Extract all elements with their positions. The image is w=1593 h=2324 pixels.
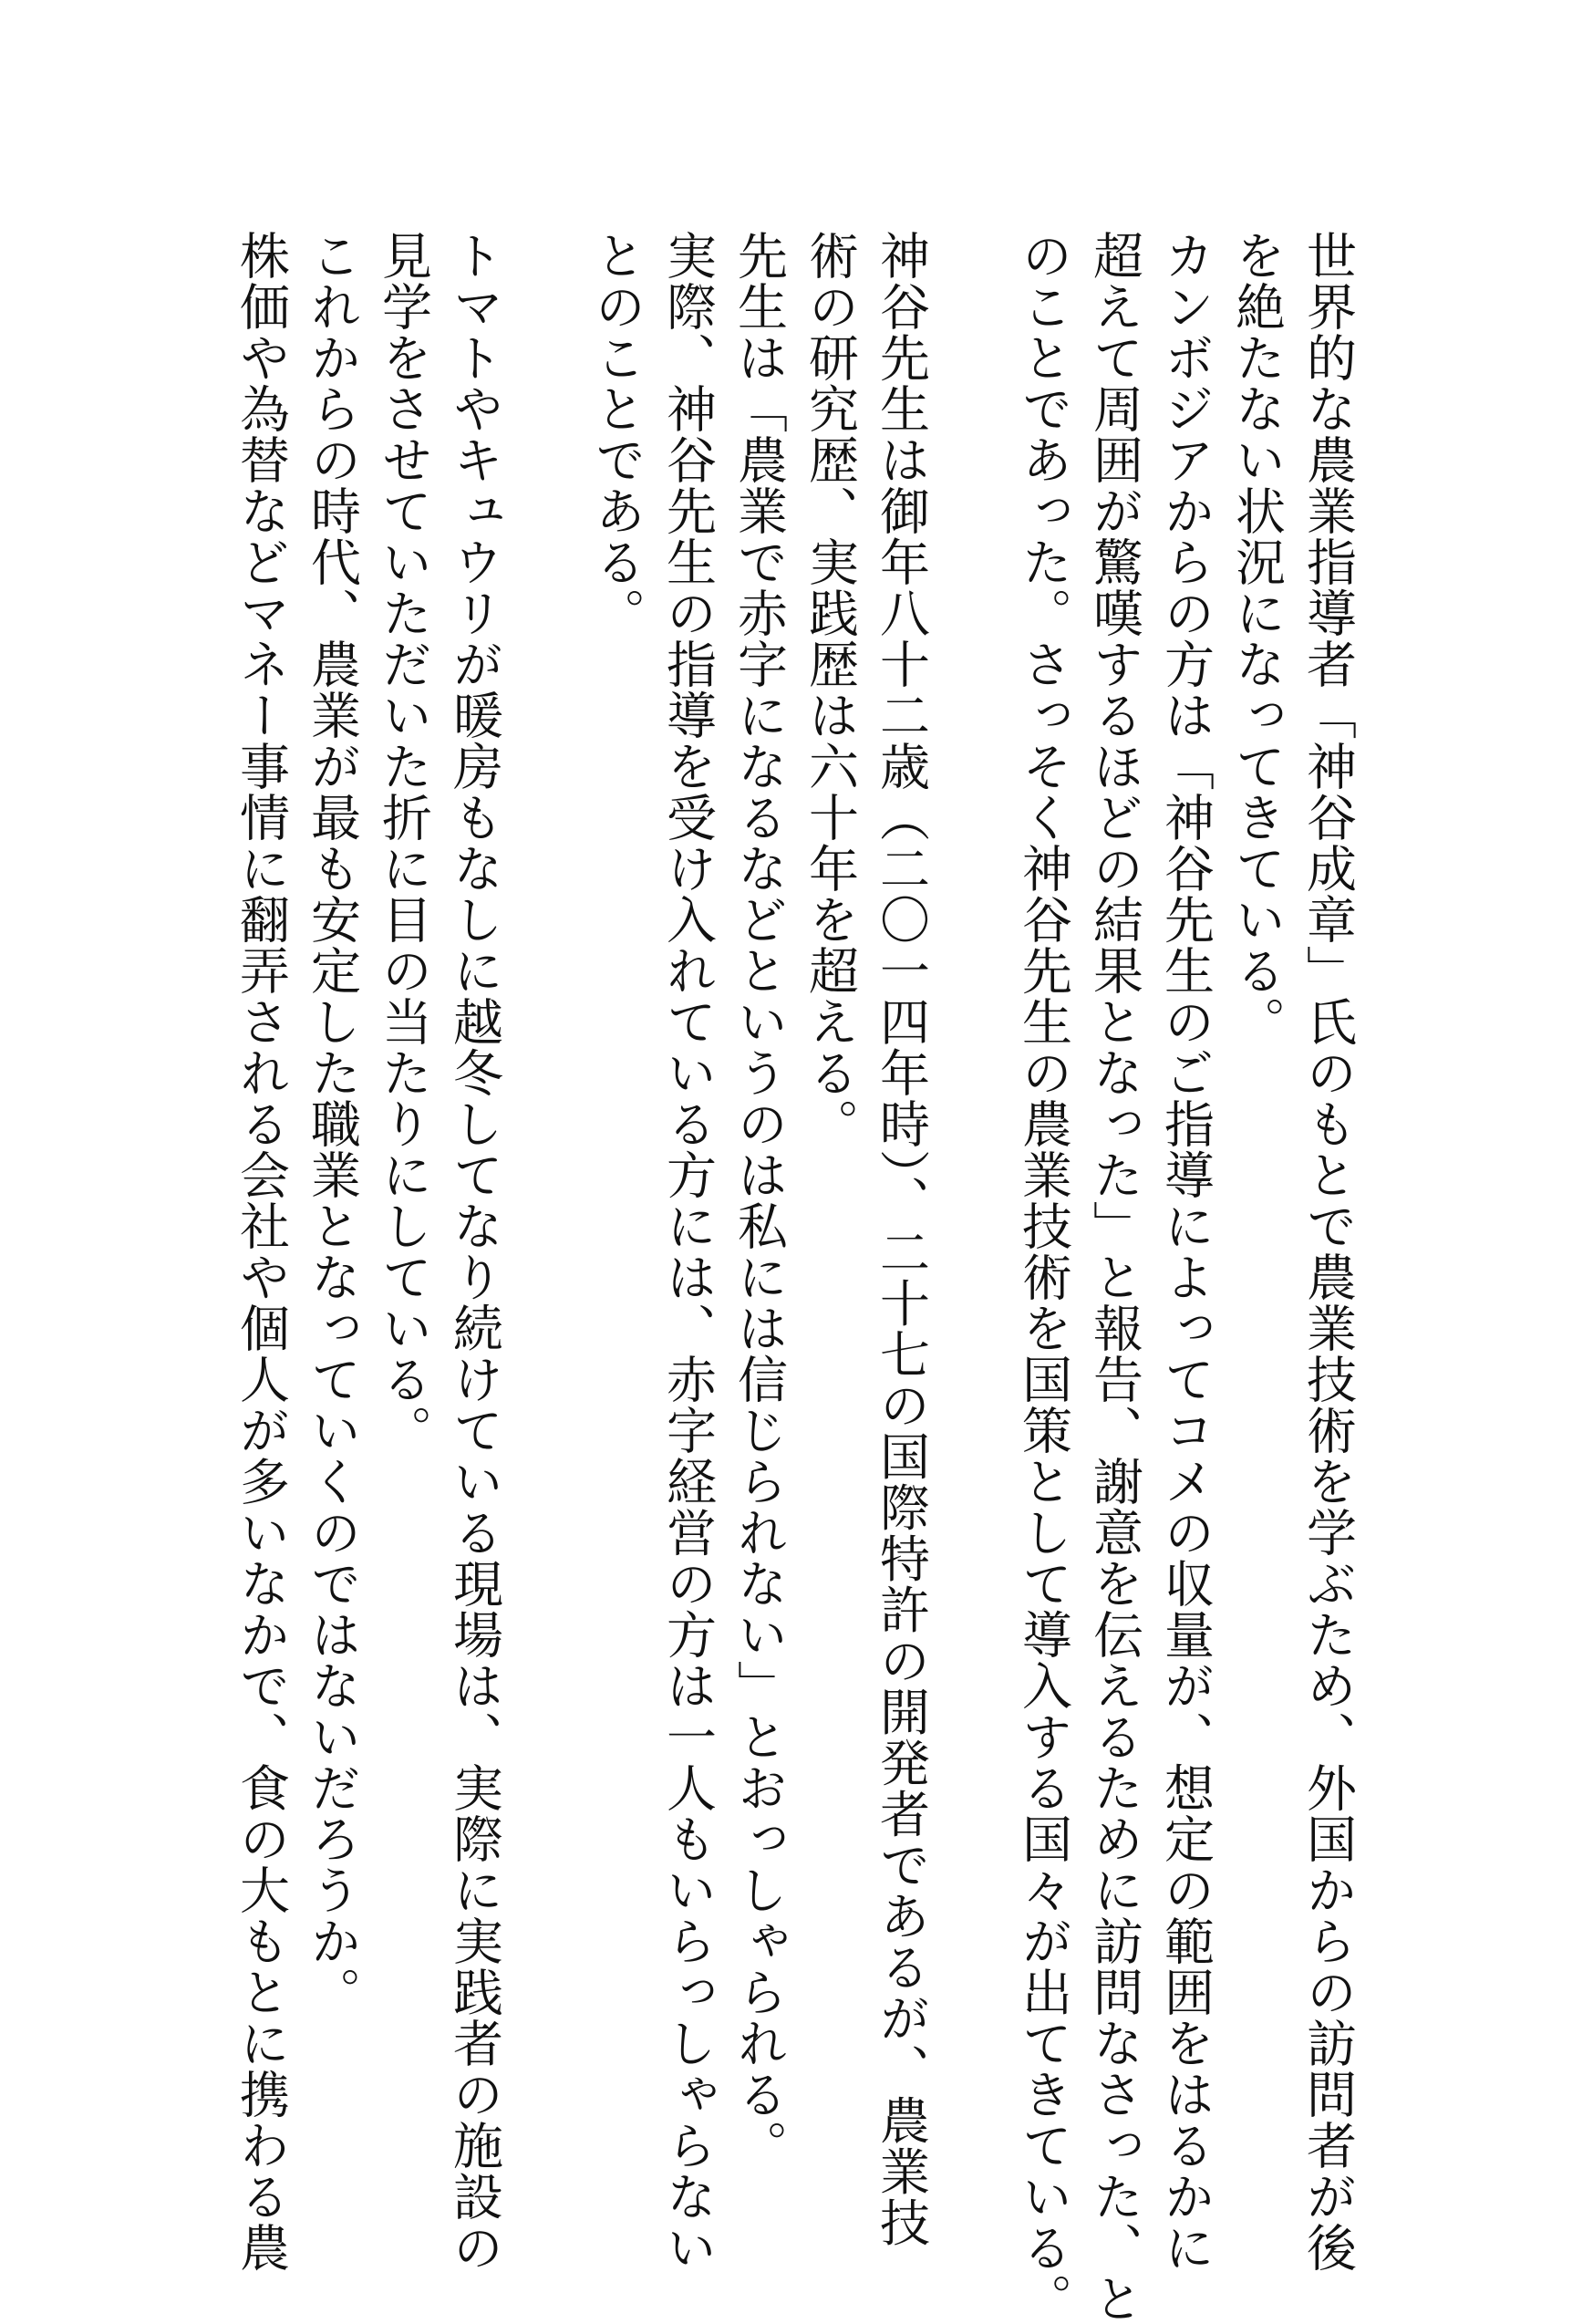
text-line: 超えて周囲が驚嘆するほどの結果となった」と報告、謝意を伝えるために訪問なさった、と [1085, 230, 1143, 2324]
text-line: を絶たない状況になってきている。 [1227, 230, 1286, 1047]
text-line: 術の研究歴、実践歴は六十年を超える。 [801, 230, 859, 1149]
paragraph-gap [510, 230, 581, 2063]
text-line: のことであった。さっそく神谷先生の農業技術を国策として導入する国々が出てきている。 [1014, 230, 1072, 2324]
text-line: 神谷先生は御年八十二歳（二〇一四年時）、二十七の国際特許の開発者であるが、農業技 [872, 230, 930, 2248]
vertical-text-body [225, 230, 1363, 2324]
text-line: 先生は「農業で赤字になるなどというのは私には信じられない」とおっしゃられる。 [729, 230, 788, 2171]
text-line: 世界的な農業指導者「神谷成章」氏のもとで農業技術を学ぶため、外国からの訪問者が後 [1298, 230, 1357, 2273]
text-line: 見学をさせていただいた折に目の当たりにしている。 [374, 230, 432, 1456]
paragraph-gap [936, 230, 1008, 2063]
text-line: これからの時代、農業が最も安定した職業となっていくのではないだろうか。 [303, 230, 361, 2018]
text-line: とのことである。 [587, 230, 646, 638]
text-line: 実際、神谷先生の指導を受け入れている方には、赤字経営の方は一人もいらっしゃらない [658, 230, 717, 2273]
text-line: トマトやキュウリが暖房もなしに越冬してなり続けている現場は、実際に実践者の施設の [445, 230, 503, 2273]
text-line: カンボジアからの方は「神谷先生のご指導によってコメの収量が、想定の範囲をはるかに [1156, 230, 1215, 2273]
text-line: 株価や為替などマネー事情に翻弄される会社や個人が多いなかで、食の大もとに携わる農 [232, 230, 290, 2273]
